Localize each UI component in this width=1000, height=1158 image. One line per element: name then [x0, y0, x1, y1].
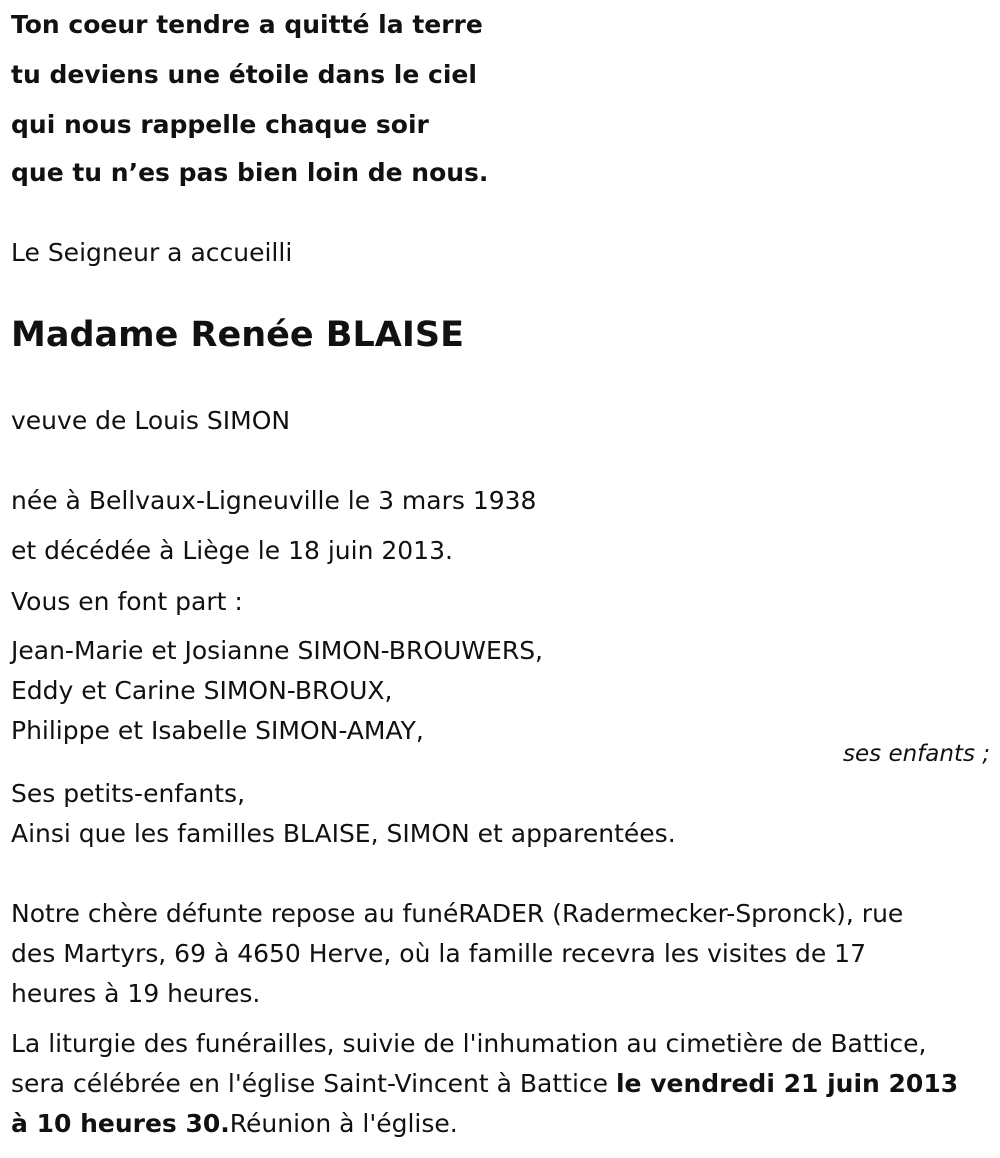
visitation-line-3: heures à 19 heures. — [11, 979, 261, 1008]
funeral-time: à 10 heures 30. — [11, 1109, 230, 1138]
funeral-date: le vendredi 21 juin 2013 — [615, 1069, 959, 1098]
poem-line-3: qui nous rappelle chaque soir — [11, 110, 429, 139]
funeral-line-3 — [11, 1109, 458, 1139]
funeral-line-2 — [11, 1069, 958, 1099]
widow-of: veuve de Louis SIMON — [11, 406, 291, 435]
poem-line-1: Ton coeur tendre a quitté la terre — [11, 10, 483, 39]
funeral-line-1: La liturgie des funérailles, suivie de l'inhumation au cimetière de Battice, — [11, 1029, 927, 1058]
grandchildren: Ses petits-enfants, — [11, 779, 246, 808]
deceased-name: Madame Renée BLAISE — [11, 315, 464, 355]
birth-info: née à Bellvaux-Ligneuville le 3 mars 1938 — [11, 486, 537, 515]
funeral-church: sera célébrée en l'église Saint-Vincent à Battice — [11, 1069, 616, 1098]
list-item: Eddy et Carine SIMON-BROUX, — [11, 676, 393, 705]
list-item: Philippe et Isabelle SIMON-AMAY, — [11, 716, 424, 745]
poem-line-2: tu deviens une étoile dans le ciel — [11, 60, 477, 89]
children-label: ses enfants ; — [843, 741, 990, 767]
death-info: et décédée à Liège le 18 juin 2013. — [11, 536, 453, 565]
announcement: Vous en font part : — [11, 587, 243, 616]
visitation-line-1: Notre chère défunte repose au funéRADER (Radermecker-Spronck), rue — [11, 899, 904, 928]
funeral-meeting: Réunion à l'église. — [229, 1109, 458, 1138]
visitation-line-2: des Martyrs, 69 à 4650 Herve, où la famille recevra les visites de 17 — [11, 939, 866, 968]
poem-line-4: que tu n’es pas bien loin de nous. — [11, 158, 489, 187]
list-item: Jean-Marie et Josianne SIMON-BROUWERS, — [11, 636, 544, 665]
intro-text: Le Seigneur a accueilli — [11, 238, 293, 267]
families: Ainsi que les familles BLAISE, SIMON et apparentées. — [11, 819, 676, 848]
